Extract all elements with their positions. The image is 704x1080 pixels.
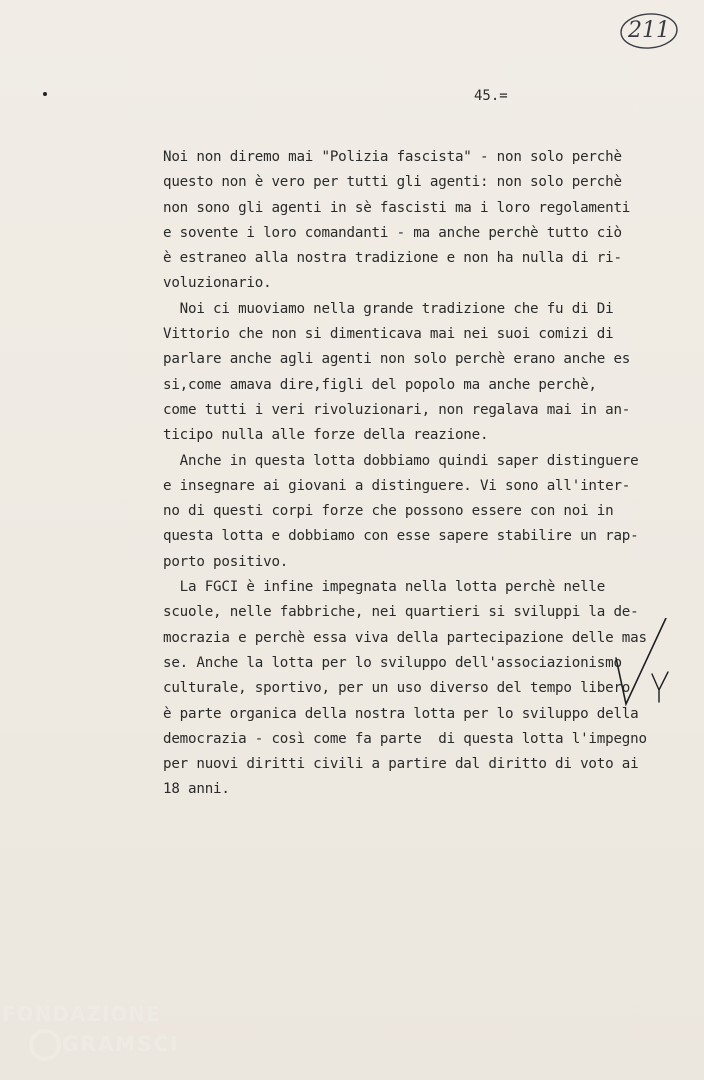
text-line: parlare anche agli agenti non solo perchè erano anche es [163, 351, 631, 368]
archive-watermark [0, 998, 180, 1078]
text-line: non sono gli agenti in sè fascisti ma i loro regolamenti [163, 199, 631, 216]
text-line: Anche in questa lotta dobbiamo quindi saper distinguere [163, 452, 639, 469]
text-line: culturale, sportivo, per un uso diverso del tempo libero [163, 680, 631, 697]
text-line: per nuovi diritti civili a partire dal diritto di voto ai [163, 756, 639, 773]
text-line: La FGCI è infine impegnata nella lotta perchè nelle [163, 579, 606, 596]
text-line: Noi ci muoviamo nella grande tradizione che fu di Di [163, 300, 614, 317]
text-line: ticipo nulla alle forze della reazione. [163, 427, 489, 444]
handwritten-circle-icon [618, 10, 680, 52]
handwritten-check-icon [614, 618, 674, 718]
text-line: e insegnare ai giovani a distinguere. Vi sono all'inter- [163, 477, 631, 494]
gramsci-logo-icon [28, 1028, 62, 1062]
text-line: è parte organica della nostra lotta per lo sviluppo della [163, 705, 639, 722]
watermark-line-1: FONDAZIONE [2, 1002, 161, 1026]
text-line: no di questi corpi forze che possono essere con noi in [163, 503, 614, 520]
text-line: democrazia - così come fa parte di questa lotta l'impegno [163, 730, 647, 747]
typewritten-body [163, 145, 647, 803]
text-line: se. Anche la lotta per lo sviluppo dell'associazionismo [163, 654, 622, 671]
text-line: è estraneo alla nostra tradizione e non ha nulla di ri- [163, 250, 622, 267]
archive-number-circled [618, 10, 680, 52]
text-line: questo non è vero per tutti gli agenti: non solo perchè [163, 174, 622, 191]
text-line: come tutti i veri rivoluzionari, non regalava mai in an- [163, 401, 631, 418]
text-line: scuole, nelle fabbriche, nei quartieri si sviluppi la de- [163, 604, 639, 621]
archive-number-text: 211 [628, 18, 670, 43]
watermark-line-2: GRAMSCI [62, 1032, 180, 1056]
text-line: mocrazia e perchè essa viva della partecipazione delle mas [163, 629, 647, 646]
text-line: questa lotta e dobbiamo con esse sapere stabilire un rap- [163, 528, 639, 545]
page-number: 45.= [474, 88, 508, 104]
text-line: 18 anni. [163, 781, 230, 798]
text-line: porto positivo. [163, 553, 289, 570]
text-line: si,come amava dire,figli del popolo ma anche perchè, [163, 376, 597, 393]
text-line: voluzionario. [163, 275, 272, 292]
text-line: Vittorio che non si dimenticava mai nei suoi comizi di [163, 326, 614, 343]
text-line: e sovente i loro comandanti - ma anche perchè tutto ciò [163, 224, 622, 241]
text-line: Noi non diremo mai "Polizia fascista" - non solo perchè [163, 149, 622, 165]
margin-dot [43, 92, 47, 96]
